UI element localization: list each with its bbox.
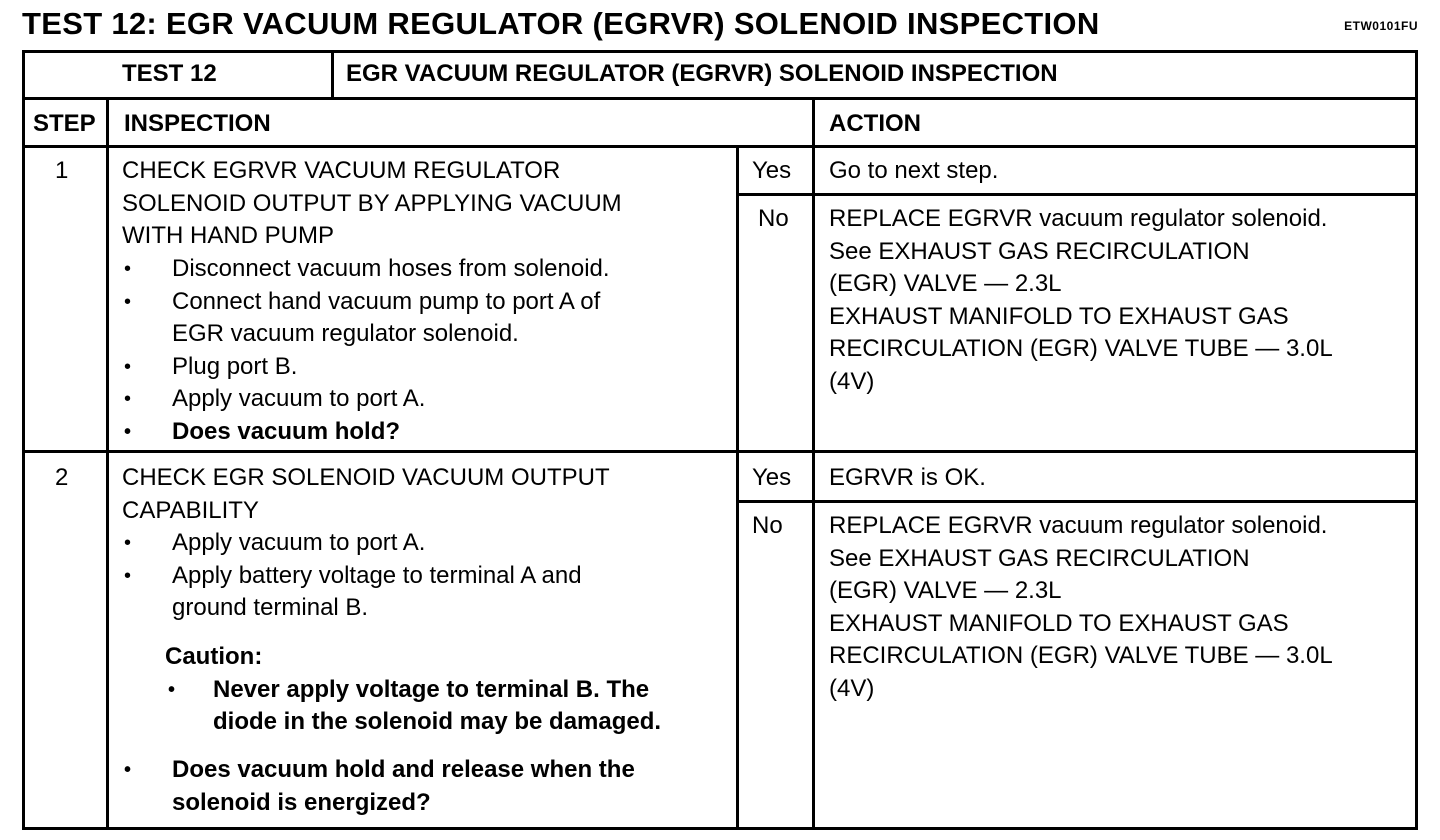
header-action: ACTION <box>829 110 921 137</box>
divider <box>812 97 815 830</box>
inspection-bullet: EGR vacuum regulator solenoid. <box>172 320 519 347</box>
yes-action: Go to next step. <box>829 157 999 184</box>
no-action-line: (4V) <box>829 674 875 702</box>
no-label: No <box>758 205 789 232</box>
inspection-bullet: Disconnect vacuum hoses from solenoid. <box>172 255 610 282</box>
inspection-heading-line: SOLENOID OUTPUT BY APPLYING VACUUM <box>122 189 622 217</box>
figure-code: ETW0101FU <box>1344 19 1418 33</box>
no-action-line: EXHAUST MANIFOLD TO EXHAUST GAS <box>829 609 1289 637</box>
no-action-line: (EGR) VALVE — 2.3L <box>829 577 1062 604</box>
caution-text-line: Never apply voltage to terminal B. The <box>213 675 650 703</box>
no-action-line: REPLACE EGRVR vacuum regulator solenoid. <box>829 512 1328 539</box>
header-step: STEP <box>33 110 96 137</box>
divider <box>22 97 1418 100</box>
step-number: 2 <box>55 464 69 491</box>
header-inspection: INSPECTION <box>124 110 271 137</box>
no-action-line: REPLACE EGRVR vacuum regulator solenoid. <box>829 205 1328 232</box>
bullet-icon: • <box>124 420 132 443</box>
no-action-line: (EGR) VALVE — 2.3L <box>829 270 1062 297</box>
bullet-icon: • <box>124 388 132 410</box>
inspection-question: solenoid is energized? <box>172 788 431 816</box>
page-title: TEST 12: EGR VACUUM REGULATOR (EGRVR) SOLENOID INSPECTION <box>22 6 1100 41</box>
inspection-bullet: Apply vacuum to port A. <box>172 529 426 556</box>
caution-text-line: diode in the solenoid may be damaged. <box>213 708 662 735</box>
inspection-heading-line: WITH HAND PUMP <box>122 222 334 249</box>
bullet-icon: • <box>124 759 132 781</box>
bullet-icon: • <box>124 290 132 313</box>
no-action-line: See EXHAUST GAS RECIRCULATION <box>829 544 1250 572</box>
caution-label: Caution: <box>165 643 263 670</box>
bullet-icon: • <box>168 678 176 701</box>
divider <box>106 97 109 830</box>
bullet-icon: • <box>124 355 132 378</box>
inspection-heading-line: CAPABILITY <box>122 496 259 524</box>
test-name: EGR VACUUM REGULATOR (EGRVR) SOLENOID INSPECTION <box>346 60 1058 87</box>
yes-label: Yes <box>752 464 792 491</box>
inspection-bullet: ground terminal B. <box>172 594 369 621</box>
inspection-bullet: Plug port B. <box>172 352 298 380</box>
bullet-icon: • <box>124 564 132 587</box>
inspection-bullet: Apply battery voltage to terminal A and <box>172 561 582 589</box>
no-label: No <box>752 512 783 539</box>
bullet-icon: • <box>124 258 132 280</box>
test-number: TEST 12 <box>122 60 217 87</box>
yes-action: EGRVR is OK. <box>829 464 986 491</box>
divider <box>22 450 1418 453</box>
bullet-icon: • <box>124 532 132 554</box>
no-action-line: RECIRCULATION (EGR) VALVE TUBE — 3.0L <box>829 335 1333 362</box>
divider <box>331 50 334 98</box>
no-action-line: EXHAUST MANIFOLD TO EXHAUST GAS <box>829 302 1289 330</box>
inspection-heading-line: CHECK EGR SOLENOID VACUUM OUTPUT <box>122 464 610 491</box>
no-action-line: RECIRCULATION (EGR) VALVE TUBE — 3.0L <box>829 642 1333 669</box>
divider <box>22 145 1418 148</box>
inspection-bullet: Connect hand vacuum pump to port A of <box>172 287 601 315</box>
step-number: 1 <box>55 157 69 184</box>
divider <box>736 500 1418 503</box>
yes-label: Yes <box>752 157 792 184</box>
inspection-heading-line: CHECK EGRVR VACUUM REGULATOR <box>122 157 561 184</box>
inspection-question: Does vacuum hold? <box>172 417 401 445</box>
no-action-line: See EXHAUST GAS RECIRCULATION <box>829 237 1250 265</box>
divider <box>736 193 1418 196</box>
divider <box>736 145 739 830</box>
inspection-bullet: Apply vacuum to port A. <box>172 385 426 412</box>
inspection-question: Does vacuum hold and release when the <box>172 756 635 783</box>
no-action-line: (4V) <box>829 367 875 395</box>
